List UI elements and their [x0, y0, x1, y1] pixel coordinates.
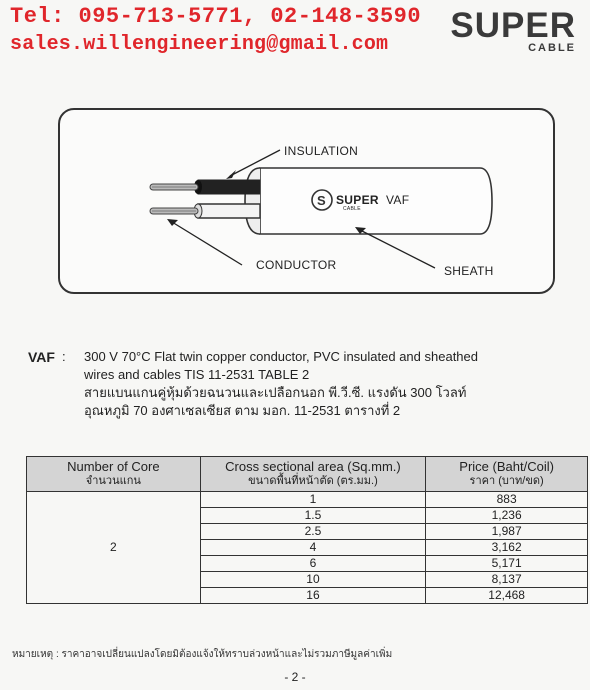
cable-brand-print: SUPER [336, 193, 379, 207]
price-cell: 1,987 [426, 524, 588, 540]
description-th-line1: สายแบนแกนคู่หุ้มด้วยฉนวนและเปลือกนอก พี.วี.ซี. แรงดัน 300 โวลท์ [84, 385, 467, 400]
insulation-label: INSULATION [284, 144, 359, 158]
cable-brand-sub-print: CABLE [343, 206, 361, 212]
cable-diagram [58, 108, 555, 294]
area-cell: 10 [200, 572, 426, 588]
price-cell: 883 [426, 492, 588, 508]
price-cell: 12,468 [426, 588, 588, 604]
product-code-colon: : [62, 349, 66, 364]
sheath-label: SHEATH [444, 264, 494, 278]
header-price-th: ราคา (บาท/ขด) [469, 475, 544, 487]
logo-word: SUPER [450, 6, 576, 45]
area-cell: 1 [200, 492, 426, 508]
header-core-en: Number of Core [67, 459, 160, 474]
header-core-th: จำนวนแกน [85, 475, 141, 487]
cable-type-print: VAF [386, 193, 410, 207]
header-price [426, 457, 588, 492]
price-cell: 3,162 [426, 540, 588, 556]
header-area-en: Cross sectional area (Sq.mm.) [225, 459, 401, 474]
area-cell: 4 [200, 540, 426, 556]
contact-phone: Tel: 095-713-5771, 02-148-3590 [10, 4, 422, 29]
svg-text:S: S [317, 193, 326, 208]
logo-sub: CABLE [528, 42, 576, 54]
description-th-line2: อุณหภูมิ 70 องศาเซลเซียส ตาม มอก. 11-2531 ตารางที่ 2 [84, 403, 401, 418]
price-cell: 1,236 [426, 508, 588, 524]
description-text [84, 348, 554, 420]
footnote: หมายเหตุ : ราคาอาจเปลี่ยนแปลงโดยมิต้องแจ้งให้ทราบล่วงหน้าและไม่รวมภาษีมูลค่าเพิ่ม [12, 649, 393, 660]
area-cell: 2.5 [200, 524, 426, 540]
header-price-en: Price (Baht/Coil) [459, 459, 554, 474]
conductor-label: CONDUCTOR [256, 258, 337, 272]
price-cell: 5,171 [426, 556, 588, 572]
price-table [26, 456, 588, 604]
core-count-cell: 2 [27, 492, 201, 604]
contact-email[interactable]: sales.willengineering@gmail.com [10, 33, 389, 56]
header-area-th: ขนาดพื้นที่หน้าตัด (ตร.มม.) [248, 475, 378, 487]
area-cell: 6 [200, 556, 426, 572]
table-row [27, 492, 588, 508]
header-core [27, 457, 201, 492]
product-code: VAF [28, 349, 55, 365]
area-cell: 16 [200, 588, 426, 604]
description-en-line1: 300 V 70°C Flat twin copper conductor, PVC insulated and sheathed [84, 349, 478, 364]
area-cell: 1.5 [200, 508, 426, 524]
description-en-line2: wires and cables TIS 11-2531 TABLE 2 [84, 367, 310, 382]
price-cell: 8,137 [426, 572, 588, 588]
super-cable-logo [450, 8, 576, 54]
header-area [200, 457, 426, 492]
page-number: - 2 - [284, 670, 306, 684]
